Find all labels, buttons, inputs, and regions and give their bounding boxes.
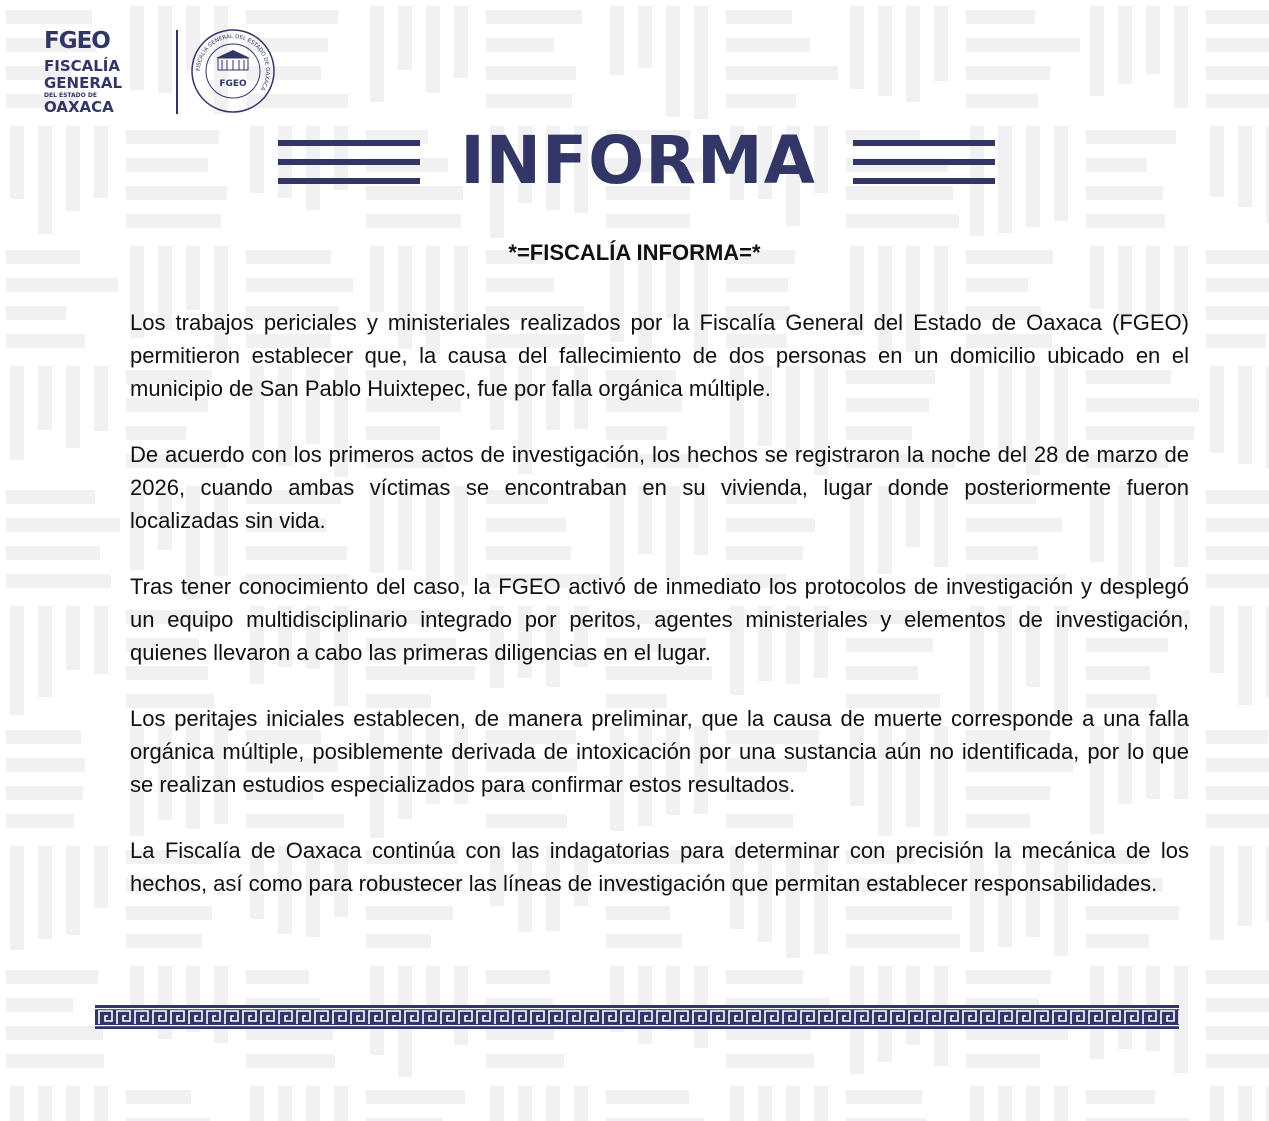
informa-header (278, 122, 998, 199)
fgeo-logo (40, 26, 271, 118)
logo-divider (176, 30, 178, 114)
paragraph-3: Tras tener conocimiento del caso, la FGEO activó de inmediato los protocolos de investigación y desplegó un equipo multidisciplinario integrado por peritos, agentes ministeriales y elementos de investigación, quienes llevaron a cabo las primeras diligencias en el lugar. (130, 574, 1189, 665)
seal-center-text: FGEO (219, 79, 247, 89)
paragraph-1: Los trabajos periciales y ministeriales realizados por la Fiscalía General del Estado de Oaxaca (FGEO) permitieron establecer que, la causa del fallecimiento de dos personas en un domicilio ubicado en el municipio de San Pablo Huixtepec, fue por falla orgánica múltiple. (130, 310, 1189, 401)
logo-line-del-estado: DEL ESTADO DE (44, 92, 97, 99)
logo-line-fiscalia: FISCALÍA (44, 57, 120, 75)
paragraph-4: Los peritajes iniciales establecen, de manera preliminar, que la causa de muerte corresponde a una falla orgánica múltiple, posiblemente derivada de intoxicación por una sustancia aún no identificada, por lo que se realizan estudios especializados para confirmar estos resultados. (130, 706, 1189, 797)
fgeo-seal-icon (190, 28, 276, 114)
header-stripes-right (853, 140, 995, 188)
paragraph-2: De acuerdo con los primeros actos de investigación, los hechos se registraron la noche del 28 de marzo de 2026, cuando ambas víctimas se encontraban en su vivienda, lugar donde posteriormente fueron localizadas sin vida. (130, 442, 1189, 533)
seal-ring-text: FISCALÍA GENERAL DEL ESTADO DE OAXACA (195, 33, 271, 92)
paragraph-5: La Fiscalía de Oaxaca continúa con las indagatorias para determinar con precisión la mecánica de los hechos, así como para robustecer las líneas de investigación que permitan establecer responsabilidades. (130, 838, 1189, 896)
logo-line-general: GENERAL (44, 74, 123, 92)
document-body (130, 306, 1189, 933)
informa-title: INFORMA (460, 122, 816, 199)
logo-line-oaxaca: OAXACA (44, 98, 114, 116)
fgeo-wordmark: FGEO (44, 28, 110, 54)
greek-key-pattern (95, 1005, 1179, 1029)
document-title: *=FISCALÍA INFORMA=* (508, 240, 761, 265)
